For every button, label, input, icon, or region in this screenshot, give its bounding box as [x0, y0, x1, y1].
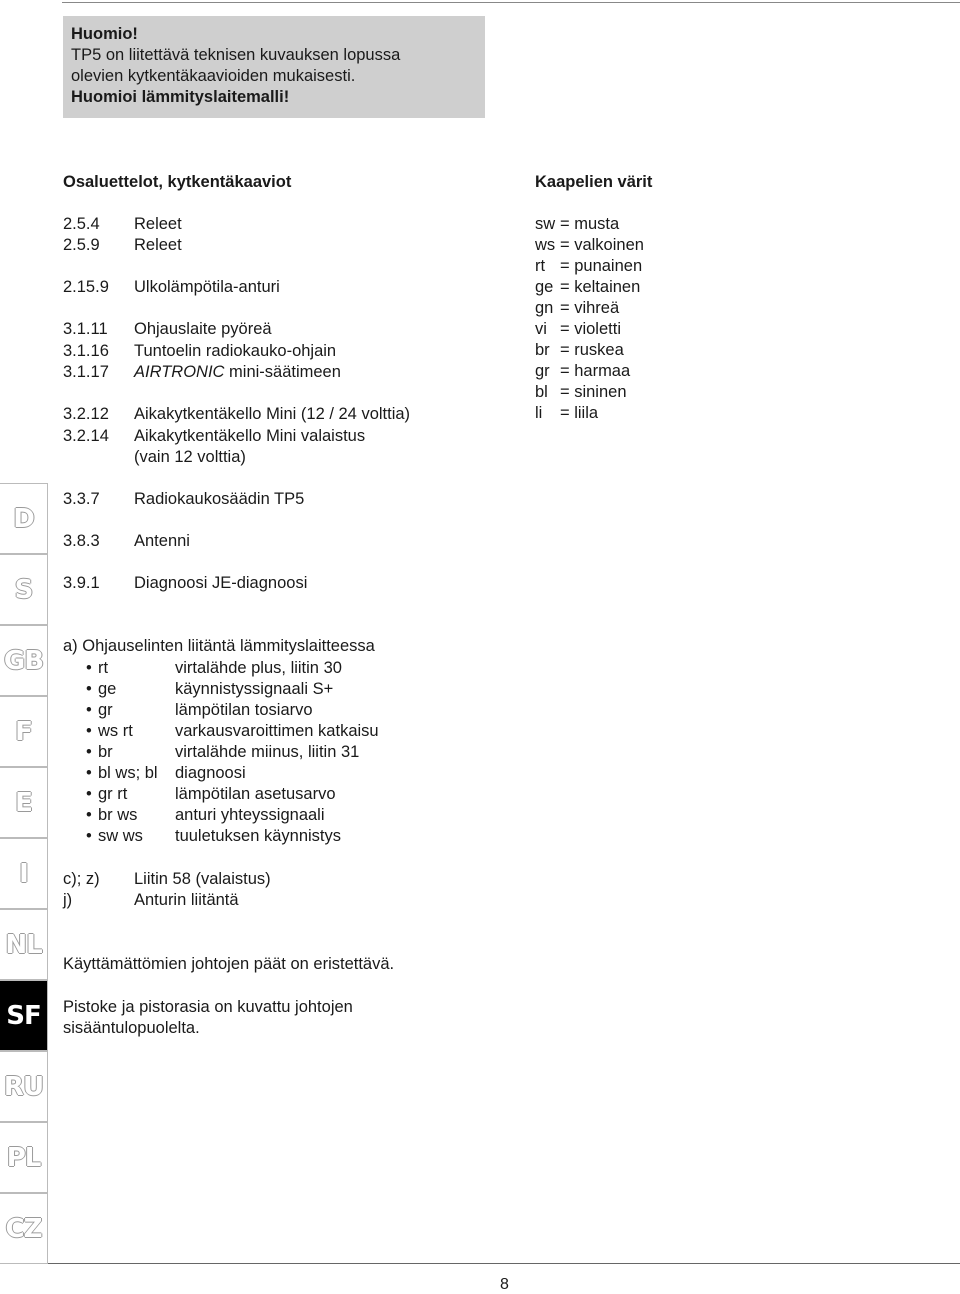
cable-color: = valkoinen [560, 236, 644, 254]
cables-heading: Kaapelien värit [535, 173, 653, 191]
part-code: 2.5.4 [63, 215, 100, 233]
part-code: 3.3.7 [63, 490, 100, 508]
part-desc: Antenni [134, 532, 190, 550]
cable-color: = punainen [560, 257, 643, 275]
wire-code: rt [98, 659, 109, 677]
bullet: • [86, 701, 92, 719]
wire-code: gr rt [98, 785, 128, 803]
lang-tab-nl[interactable]: NL [0, 909, 48, 980]
bullet: • [86, 764, 92, 782]
part-code: 3.9.1 [63, 574, 100, 592]
parts-list [63, 0, 483, 600]
wire-desc: virtalähde miinus, liitin 31 [175, 743, 360, 761]
lang-tab-d[interactable]: D [0, 483, 48, 554]
wire-desc: tuuletuksen käynnistys [175, 827, 342, 845]
note-warning: Huomioi lämmityslaitemalli! [71, 88, 290, 106]
cable-color: = ruskea [560, 341, 624, 359]
cable-code: bl [535, 383, 548, 401]
lang-tab-ru[interactable]: RU [0, 1051, 48, 1122]
part-desc: Ulkolämpötila-anturi [134, 278, 280, 296]
connector-list [63, 869, 483, 913]
note-title: Huomio! [71, 25, 138, 43]
part-desc-rest: mini-säätimeen [224, 363, 341, 381]
bullet: • [86, 743, 92, 761]
wire-desc: lämpötilan tosiarvo [175, 701, 313, 719]
unused-wires-note: Käyttämättömien johtojen päät on eristettävä. [63, 955, 395, 973]
part-code: 3.1.17 [63, 363, 109, 381]
part-desc: Releet [134, 215, 182, 233]
lang-tab-sf[interactable]: SF [0, 980, 48, 1051]
lang-tab-i[interactable]: I [0, 838, 48, 909]
wiring-list [63, 658, 483, 848]
wire-code: ws rt [98, 722, 133, 740]
part-code: 3.1.16 [63, 342, 109, 360]
cable-code: gn [535, 299, 554, 317]
cable-color: = keltainen [560, 278, 641, 296]
part-desc: Ohjauslaite pyöreä [134, 320, 272, 338]
cable-color: = musta [560, 215, 620, 233]
connector-desc: Anturin liitäntä [134, 891, 239, 909]
cable-color: = vihreä [560, 299, 620, 317]
bullet: • [86, 806, 92, 824]
cable-color: = harmaa [560, 362, 631, 380]
lang-tab-s[interactable]: S [0, 554, 48, 625]
cable-code: ge [535, 278, 554, 296]
cable-color: = violetti [560, 320, 621, 338]
wire-desc: diagnoosi [175, 764, 246, 782]
cable-code: rt [535, 257, 546, 275]
cable-code: li [535, 404, 543, 422]
wire-code: br ws [98, 806, 138, 824]
bullet: • [86, 827, 92, 845]
plug-note [63, 997, 353, 1039]
bullet: • [86, 680, 92, 698]
part-desc: Aikakytkentäkello Mini valaistus [134, 427, 366, 445]
lang-tab-e[interactable]: E [0, 767, 48, 838]
wire-code: sw ws [98, 827, 143, 845]
cable-code: br [535, 341, 550, 359]
cable-code: ws [535, 236, 556, 254]
part-desc-brand: AIRTRONIC [134, 363, 225, 381]
note-line-2: olevien kytkentäkaavioiden mukaisesti. [71, 67, 356, 85]
part-desc-continued: (vain 12 volttia) [134, 448, 246, 466]
wire-code: gr [98, 701, 113, 719]
parts-heading: Osaluettelot, kytkentäkaaviot [63, 173, 292, 191]
bullet: • [86, 659, 92, 677]
cable-color: = liila [560, 404, 599, 422]
part-code: 2.15.9 [63, 278, 109, 296]
lang-tab-cz[interactable]: CZ [0, 1193, 48, 1264]
wire-code: ge [98, 680, 117, 698]
wire-desc: käynnistyssignaali S+ [175, 680, 334, 698]
part-desc: Tuntoelin radiokauko-ohjain [134, 342, 337, 360]
connector-code: j) [63, 891, 73, 909]
wire-desc: varkausvaroittimen katkaisu [175, 722, 379, 740]
part-code: 3.1.11 [63, 320, 108, 338]
wire-desc: lämpötilan asetusarvo [175, 785, 336, 803]
wire-desc: anturi yhteyssignaali [175, 806, 325, 824]
bottom-rule [48, 1263, 960, 1264]
cables-list [535, 214, 735, 434]
bullet: • [86, 722, 92, 740]
part-code: 2.5.9 [63, 236, 100, 254]
part-code: 3.2.12 [63, 405, 109, 423]
plug-note-line-1: Pistoke ja pistorasia on kuvattu johtojen [63, 998, 353, 1016]
page-number: 8 [500, 1276, 509, 1293]
wiring-heading: a) Ohjauselinten liitäntä lämmityslaitteessa [63, 637, 375, 655]
part-code: 3.8.3 [63, 532, 100, 550]
bullet: • [86, 785, 92, 803]
wire-code: bl ws; bl [98, 764, 158, 782]
part-desc [134, 362, 341, 383]
part-desc: Releet [134, 236, 182, 254]
wire-code: br [98, 743, 113, 761]
cable-code: sw [535, 215, 556, 233]
cable-color: = sininen [560, 383, 627, 401]
part-desc: Aikakytkentäkello Mini (12 / 24 volttia) [134, 405, 411, 423]
lang-tab-f[interactable]: F [0, 696, 48, 767]
note-line-1: TP5 on liitettävä teknisen kuvauksen lopussa [71, 46, 401, 64]
part-desc: Radiokaukosäädin TP5 [134, 490, 305, 508]
part-desc: Diagnoosi JE-diagnoosi [134, 574, 308, 592]
lang-tab-pl[interactable]: PL [0, 1122, 48, 1193]
cable-code: vi [535, 320, 547, 338]
cable-code: gr [535, 362, 550, 380]
part-code: 3.2.14 [63, 427, 109, 445]
lang-tab-gb[interactable]: GB [0, 625, 48, 696]
connector-desc: Liitin 58 (valaistus) [134, 870, 271, 888]
wire-desc: virtalähde plus, liitin 30 [175, 659, 342, 677]
plug-note-line-2: sisääntulopuolelta. [63, 1019, 200, 1037]
connector-code: c); z) [63, 870, 100, 888]
